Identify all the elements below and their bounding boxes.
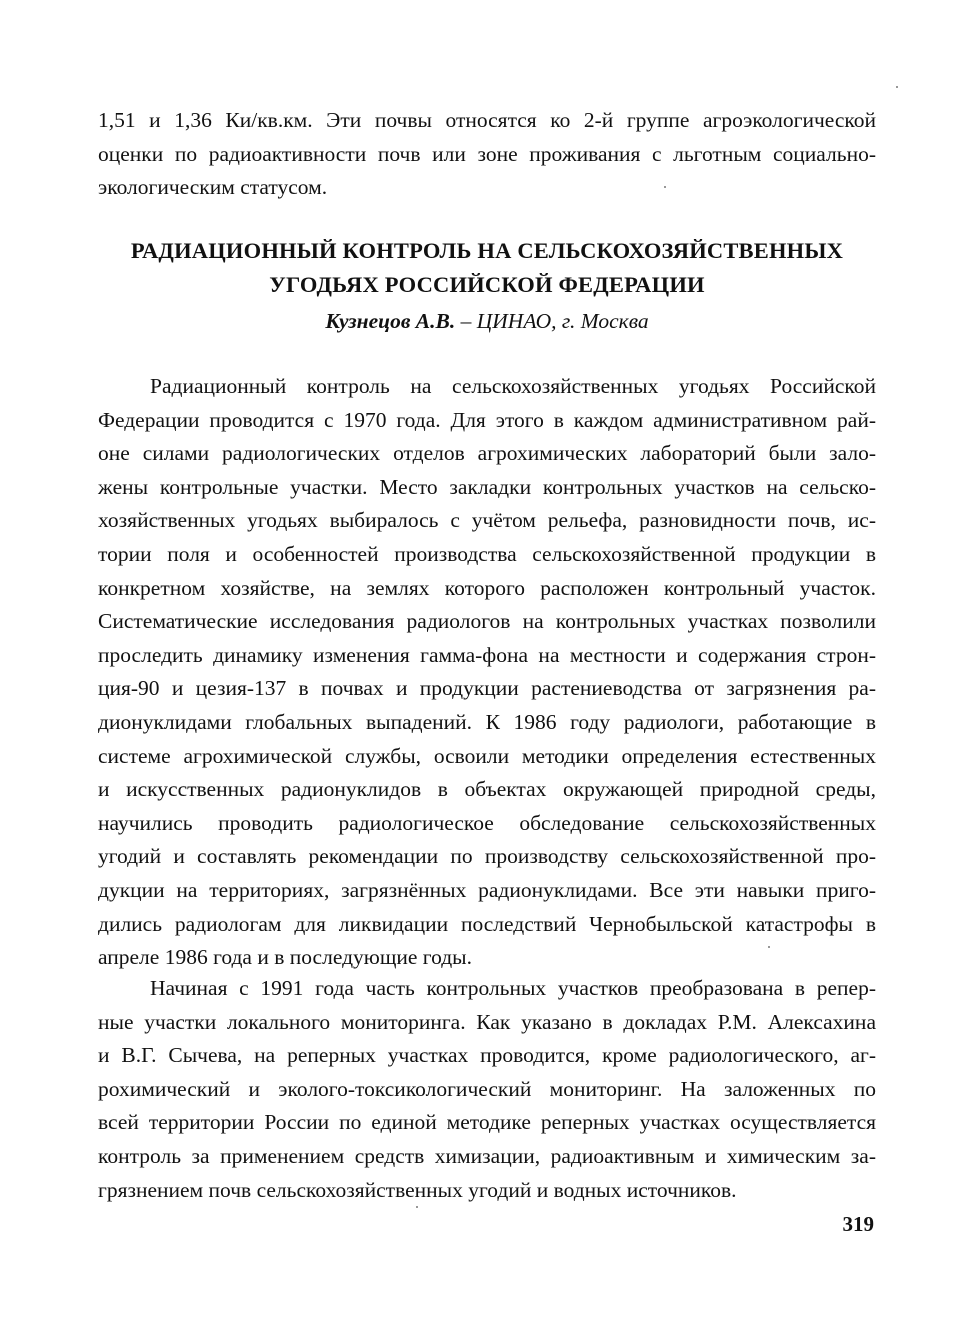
text-line: ные участки локального мониторинга. Как указано в докладах Р.М. Алексахина (98, 1009, 876, 1034)
text-line: и В.Г. Сычева, на реперных участках проводится, кроме радиологического, аг- (98, 1043, 876, 1068)
text-line: 1,51 и 1,36 Ки/кв.км. Эти почвы относятся ко 2-й группе агроэкологической (98, 108, 876, 132)
text-line: Начиная с 1991 года часть контрольных участков преобразована в репер- (150, 976, 876, 1000)
author-line (98, 304, 876, 338)
text-line: дились радиологам для ликвидации последствий Чернобыльской катастрофы в (98, 911, 876, 936)
text-line: научились проводить радиологическое обследование сельскохозяйственных (98, 810, 876, 835)
text-line: хозяйственных угодьях выбиралось с учётом рельефа, разновидности почв, ис- (98, 508, 876, 533)
text-line: угодий и составлять рекомендации по производству сельскохозяйственной про- (98, 844, 876, 869)
text-line: оне силами радиологических отделов агрохимических лабораторий были зало- (98, 441, 876, 466)
scan-speck (896, 86, 898, 88)
text-line: грязнением почв сельскохозяйственных угодий и водных источников. (98, 1177, 737, 1202)
body-paragraph-1 (98, 370, 876, 975)
scan-speck (768, 946, 770, 948)
scan-speck (664, 186, 666, 188)
text-line: апреле 1986 года и в последующие годы. (98, 945, 472, 970)
text-line: Федерации проводится с 1970 года. Для этого в каждом административном рай- (98, 407, 876, 432)
text-line: оценки по радиоактивности почв или зоне проживания с льготным социально- (98, 141, 876, 166)
author-affiliation: – ЦИНАО, г. Москва (455, 309, 649, 333)
text-line: конкретном хозяйстве, на землях которого расположен контрольный участок. (98, 575, 876, 600)
body-paragraph-2 (98, 972, 876, 1207)
text-line: системе агрохимической службы, освоили методики определения естественных (98, 743, 876, 768)
text-line: дионуклидами глобальных выпадений. К 1986 году радиологи, работающие в (98, 709, 876, 734)
intro-paragraph (98, 104, 876, 205)
author-name: Кузнецов А.В. (325, 309, 456, 333)
text-line: Систематические исследования радиологов на контрольных участках позволили (98, 609, 876, 634)
scan-speck (416, 1206, 418, 1208)
page-number: 319 (842, 1212, 874, 1236)
text-line: жены контрольные участки. Место закладки контрольных участков на сельско- (98, 474, 876, 499)
text-line: тории поля и особенностей производства сельскохозяйственной продукции в (98, 541, 876, 566)
text-line: ция-90 и цезия-137 в почвах и продукции растениеводства от загрязнения ра- (98, 676, 876, 701)
text-line: контроль за применением средств химизации, радиоактивным и химическим за- (98, 1143, 876, 1168)
text-line: и искусственных радионуклидов в объектах окружающей природной среды, (98, 777, 876, 802)
text-line: экологическим статусом. (98, 175, 328, 200)
text-line: дукции на территориях, загрязнённых радионуклидами. Все эти навыки приго- (98, 877, 876, 902)
text-line: рохимический и эколого-токсикологический мониторинг. На заложенных по (98, 1076, 876, 1101)
text-line: проследить динамику изменения гамма-фона на местности и содержания строн- (98, 642, 876, 667)
text-line: Радиационный контроль на сельскохозяйственных угодьях Российской (150, 374, 876, 398)
title-line: УГОДЬЯХ РОССИЙСКОЙ ФЕДЕРАЦИИ (269, 272, 705, 297)
article-title (98, 234, 876, 302)
text-line: всей территории России по единой методике реперных участках осуществляется (98, 1110, 876, 1135)
title-line: РАДИАЦИОННЫЙ КОНТРОЛЬ НА СЕЛЬСКОХОЗЯЙСТВЕННЫХ (130, 238, 844, 263)
